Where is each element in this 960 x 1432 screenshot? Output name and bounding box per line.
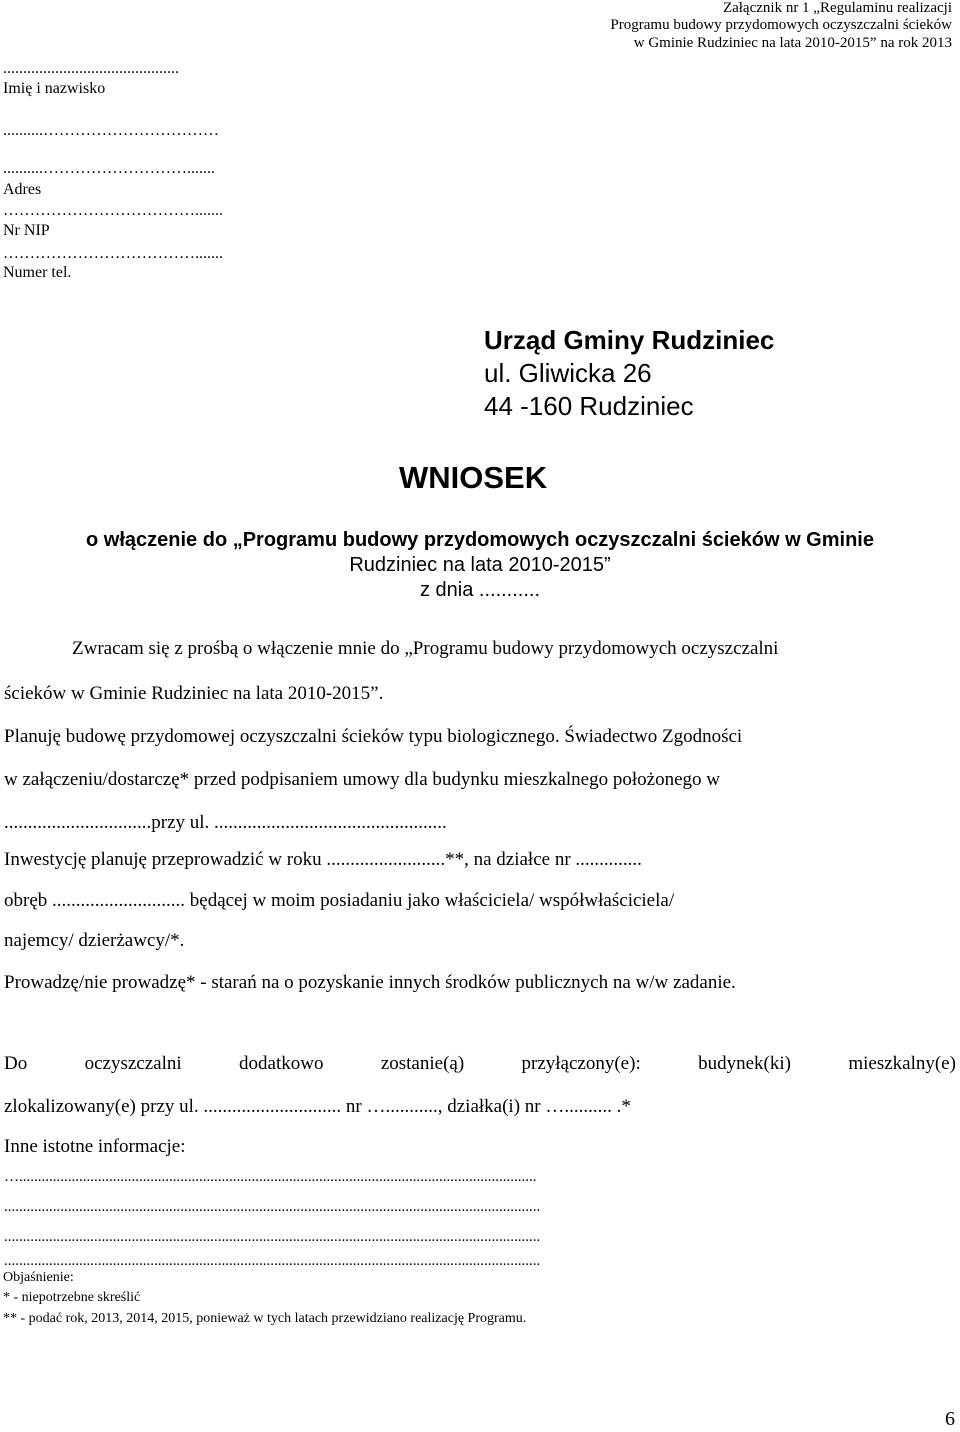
office-name: Urząd Gminy Rudziniec [484,325,775,355]
request-line-2: ścieków w Gminie Rudziniec na lata 2010-2015”. [4,683,384,704]
connection-word: dodatkowo [239,1053,324,1074]
document-title: WNIOSEK [399,460,548,495]
request-line-1: Zwracam się z prośbą o włączenie mnie do „Programu budowy przydomowych oczyszczalni [72,638,779,659]
attachment-line-2: Programu budowy przydomowych oczyszczalni ścieków [610,17,952,33]
applicant-dots-2: ..........…………………………… [3,122,219,139]
applicant-dots-1: ............................................ [3,60,179,77]
other-info-dots-1: ….......................................................................................................................................... [4,1169,537,1185]
plan-line-4: Inwestycję planuję przeprowadzić w roku .........................**, na działce nr .............. [4,849,642,870]
name-label: Imię i nazwisko [3,80,106,97]
plan-line-5: obręb ............................ będącej w moim posiadaniu jako właściciela/ współwłaściciela/ [4,890,675,911]
applicant-dots-4: ………………………………....... [3,202,223,219]
plan-line-6: najemcy/ dzierżawcy/*. [4,930,185,951]
page-number: 6 [945,1408,955,1430]
plan-line-3: ...............................przy ul. ................................................. [4,812,447,833]
office-city: 44 -160 Rudziniec [484,391,694,421]
connection-word: zostanie(ą) [380,1053,465,1074]
note-1: * - niepotrzebne skreślić [3,1290,141,1305]
other-info-label: Inne istotne informacje: [4,1136,186,1157]
other-info-dots-2: ............................................................................................................................................... [4,1199,541,1215]
funding-line: Prowadzę/nie prowadzę* - starań na o pozyskanie innych środków publicznych na w/w zadanie. [4,972,736,993]
nip-label: Nr NIP [3,222,50,239]
notes-heading: Objaśnienie: [3,1270,74,1285]
address-label: Adres [3,181,42,198]
applicant-dots-5: ………………………………....... [3,245,223,262]
connection-word: Do [4,1053,28,1074]
plan-line-1: Planuję budowę przydomowej oczyszczalni ścieków typu biologicznego. Świadectwo Zgodności [4,726,743,747]
phone-label: Numer tel. [3,264,72,281]
note-2: ** - podać rok, 2013, 2014, 2015, ponieważ w tych latach przewidziano realizację Programu. [3,1311,527,1326]
subtitle-date-line: z dnia ........... [419,579,541,601]
connection-word: przyłączony(e): [521,1053,641,1074]
subtitle-line-2: Rudziniec na lata 2010-2015” [349,554,611,576]
connection-word: oczyszczalni [84,1053,182,1074]
connection-word: budynek(ki) [698,1053,791,1074]
subtitle-line-1: o włączenie do „Programu budowy przydomowych oczyszczalni ścieków w Gminie [86,529,874,551]
attachment-line-3: w Gminie Rudziniec na lata 2010-2015” na rok 2013 [633,35,952,51]
other-info-dots-4: ............................................................................................................................................... [4,1253,541,1269]
other-info-dots-3: ............................................................................................................................................... [4,1229,541,1245]
office-street: ul. Gliwicka 26 [484,358,652,388]
connection-line-1 [4,1053,956,1075]
applicant-dots-3: ..........………………………....... [3,160,215,177]
connection-word: mieszkalny(e) [848,1053,956,1074]
connection-line-2: zlokalizowany(e) przy ul. ............................. nr …..........., działka(i) nr ….......... .* [4,1096,631,1117]
attachment-line-1: Załącznik nr 1 „Regulaminu realizacji [722,0,952,16]
plan-line-2: w załączeniu/dostarczę* przed podpisaniem umowy dla budynku mieszkalnego położonego w [4,769,720,790]
